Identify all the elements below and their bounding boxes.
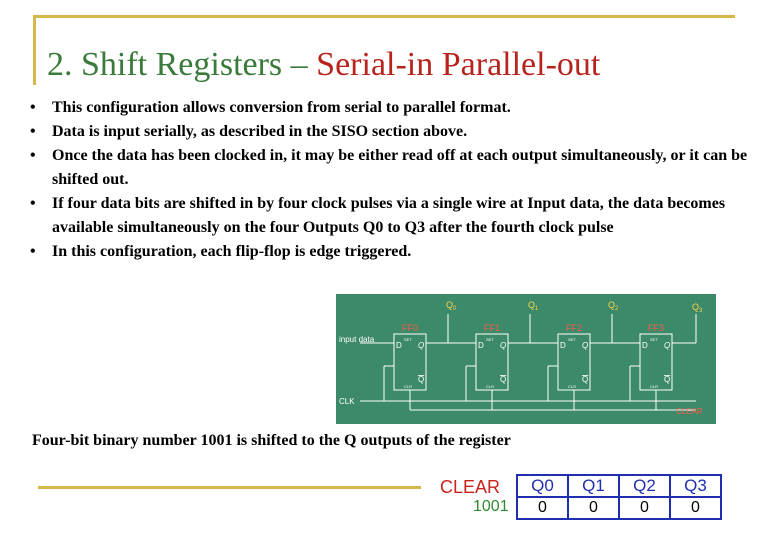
ff-d: D [560, 341, 566, 350]
flipflop-ff1 [476, 323, 508, 390]
table-row [517, 475, 721, 497]
bullet-dot: • [30, 243, 36, 260]
ff-qbar: Q [582, 375, 589, 384]
bullet-list [30, 96, 770, 264]
output-labels [446, 300, 703, 314]
bullet-text: In this configuration, each flip-flop is edge triggered. [52, 243, 412, 260]
register-state-table [516, 474, 722, 520]
ff-label: FF0 [402, 323, 419, 333]
frame-top-line [33, 15, 735, 18]
ff-clr: CLR [568, 384, 577, 389]
ff-set: SET [650, 337, 658, 342]
ff-set: SET [568, 337, 576, 342]
register-input-value: 1001 [473, 498, 509, 515]
ff-q: Q [418, 341, 425, 350]
bullet-text: Once the data has been clocked in, it may be either read off at each output simultaneously, or it can be shifted out. [52, 147, 748, 188]
ff-set: SET [486, 337, 494, 342]
ff-d: D [642, 341, 648, 350]
bullet-text: If four data bits are shifted in by four clock pulses via a single wire at Input data, the data becomes available simultaneously on the four Outputs Q0 to Q3 after the fourth clock pulse [52, 195, 726, 236]
ff-label: FF3 [648, 323, 665, 333]
bullet-dot: • [30, 123, 36, 140]
figure-caption: Four-bit binary number 1001 is shifted to the Q outputs of the register [32, 432, 511, 449]
frame-left-line [33, 15, 36, 85]
bullet-item [30, 144, 770, 192]
title-highlight: Serial-in Parallel-out [316, 46, 601, 83]
divider-line [38, 486, 421, 489]
ff-clr: CLR [404, 384, 413, 389]
bullet-item [30, 96, 770, 120]
ff-q: Q [582, 341, 589, 350]
ff-clr: CLR [486, 384, 495, 389]
ff-qbar: Q [418, 375, 425, 384]
ff-label: FF1 [484, 323, 501, 333]
output-label-q1: $Q_1$ [528, 300, 539, 312]
register-header-q1: Q1 [568, 475, 619, 497]
ff-qbar: Q [500, 375, 507, 384]
bullet-text: This configuration allows conversion from serial to parallel format. [52, 99, 511, 116]
clk-label: CLK [339, 397, 355, 406]
bullet-text: Data is input serially, as described in the SISO section above. [52, 123, 468, 140]
register-value-q1: 0 [568, 497, 619, 519]
register-value-q2: 0 [619, 497, 670, 519]
input-data-label: input data [339, 335, 375, 344]
register-value-q3: 0 [670, 497, 721, 519]
output-label-q0: $Q_0$ [446, 300, 457, 312]
slide-title [47, 46, 600, 84]
ff-q: Q [500, 341, 507, 350]
ff-d: D [478, 341, 484, 350]
register-clear-label: CLEAR [440, 477, 501, 497]
ff-d: D [396, 341, 402, 350]
bullet-item [30, 240, 770, 264]
ff-qbar: Q [664, 375, 671, 384]
bullet-dot: • [30, 99, 36, 116]
ff-set: SET [404, 337, 412, 342]
flipflop-ff2 [558, 323, 590, 390]
table-row [517, 497, 721, 519]
output-label-q2: $Q_2$ [608, 300, 619, 312]
bullet-dot: • [30, 195, 36, 212]
flipflop-ff3 [640, 323, 672, 390]
title-prefix: 2. Shift Registers – [47, 46, 317, 83]
bullet-item [30, 120, 770, 144]
bullet-item [30, 192, 770, 240]
flipflop-ff0 [394, 323, 426, 390]
ff-label: FF2 [566, 323, 583, 333]
ff-clr: CLR [650, 384, 659, 389]
register-header-q3: Q3 [670, 475, 721, 497]
ff-q: Q [664, 341, 671, 350]
register-header-q0: Q0 [517, 475, 568, 497]
register-value-q0: 0 [517, 497, 568, 519]
register-header-q2: Q2 [619, 475, 670, 497]
output-label-q3: $Q_3$ [692, 302, 703, 314]
clear-line-label: CLEAR [676, 407, 703, 416]
sipo-circuit-diagram [336, 294, 716, 424]
bullet-dot: • [30, 147, 36, 164]
